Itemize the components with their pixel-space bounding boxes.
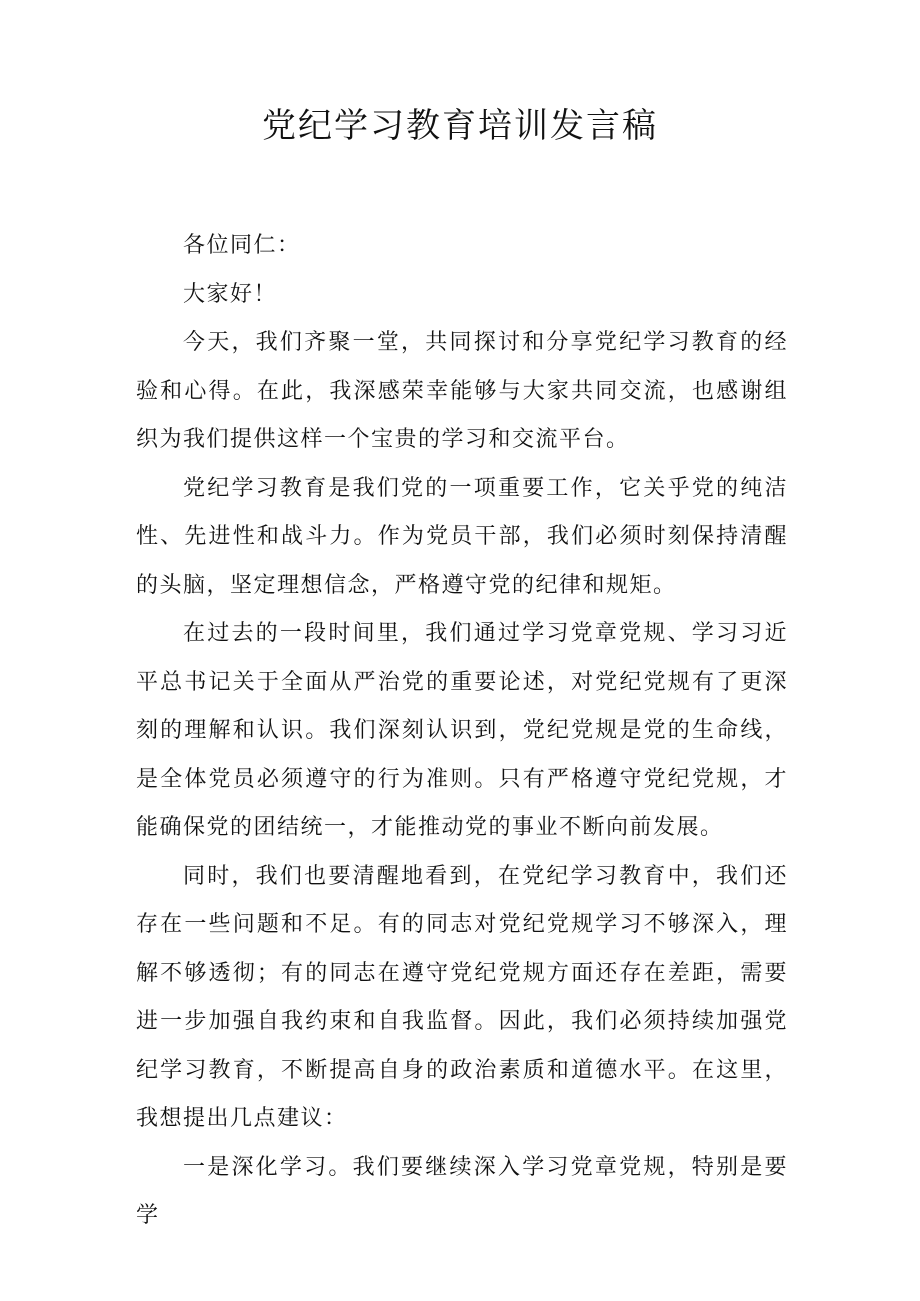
paragraph-suggestion-one: 一是深化学习。我们要继续深入学习党章党规，特别是要学 — [136, 1154, 788, 1228]
paragraph-intro: 今天，我们齐聚一堂，共同探讨和分享党纪学习教育的经验和心得。在此，我深感荣幸能够与大家共同交流，也感谢组织为我们提供这样一个宝贵的学习和交流平台。 — [136, 330, 788, 452]
document-body — [136, 222, 788, 1241]
greeting: 大家好！ — [183, 281, 278, 307]
paragraph-problems: 同时，我们也要清醒地看到，在党纪学习教育中，我们还存在一些问题和不足。有的同志对党纪党规学习不够深入，理解不够透彻；有的同志在遵守党纪党规方面还存在差距，需要进一步加强自我约束和自我监督。因此，我们必须持续加强党纪学习教育，不断提高自身的政治素质和道德水平。在这里，我想提出几点建议： — [136, 863, 788, 1131]
salutation: 各位同仁： — [183, 233, 301, 258]
paragraph-importance: 党纪学习教育是我们党的一项重要工作，它关乎党的纯洁性、先进性和战斗力。作为党员干部，我们必须时刻保持清醒的头脑，坚定理想信念，严格遵守党的纪律和规矩。 — [136, 475, 788, 598]
document-title: 党纪学习教育培训发言稿 — [262, 106, 658, 146]
paragraph-past-study: 在过去的一段时间里，我们通过学习党章党规、学习习近平总书记关于全面从严治党的重要论述，对党纪党规有了更深刻的理解和认识。我们深刻认识到，党纪党规是党的生命线，是全体党员必须遵守的行为准则。只有严格遵守党纪党规，才能确保党的团结统一，才能推动党的事业不断向前发展。 — [136, 621, 788, 840]
